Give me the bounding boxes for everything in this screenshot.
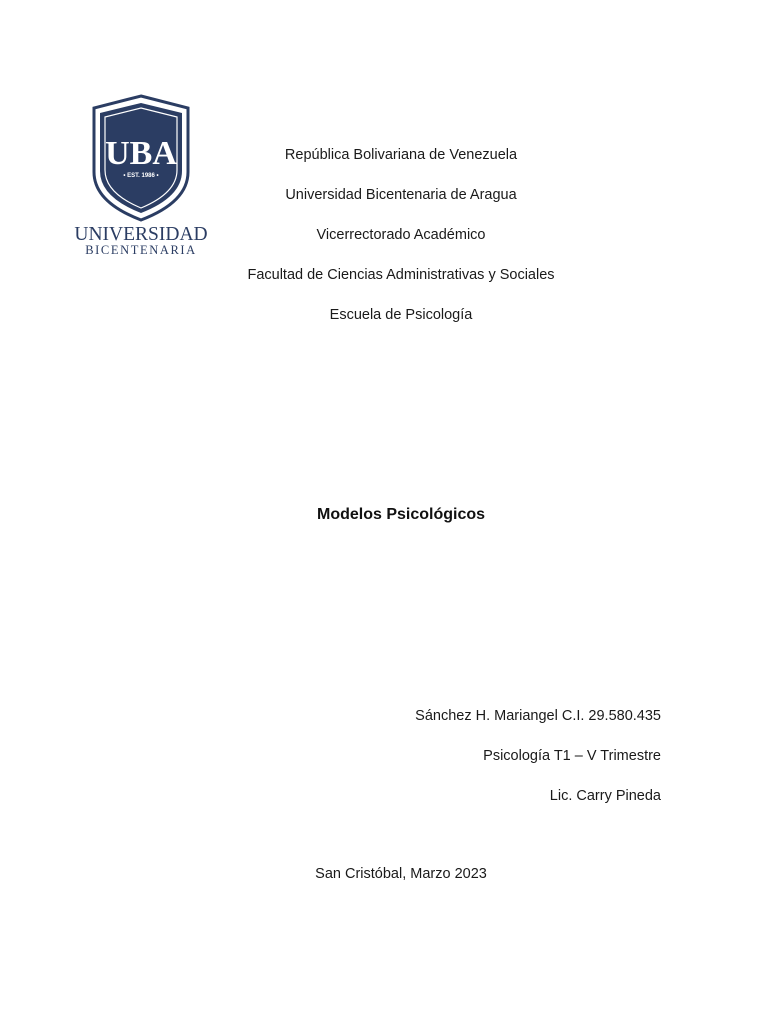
university-logo — [70, 94, 212, 258]
author-name: Sánchez H. Mariangel C.I. 29.580.435 — [415, 708, 661, 724]
place-date: San Cristóbal, Marzo 2023 — [315, 866, 487, 882]
author-course: Psicología T1 – V Trimestre — [483, 748, 661, 764]
header-faculty: Facultad de Ciencias Administrativas y Sociales — [247, 267, 555, 283]
header-school: Escuela de Psicología — [329, 307, 473, 323]
author-professor: Lic. Carry Pineda — [549, 788, 661, 804]
shield-logo-icon — [70, 94, 212, 258]
header-country: República Bolivariana de Venezuela — [284, 147, 518, 163]
header-university: Universidad Bicentenaria de Aragua — [285, 187, 517, 203]
logo-established: • EST. 1986 • — [123, 173, 159, 179]
header-vicerrectorado: Vicerrectorado Académico — [316, 227, 486, 243]
logo-name-line1: UNIVERSIDAD — [74, 224, 208, 245]
logo-name-line2: BICENTENARIA — [85, 243, 197, 257]
logo-monogram: UBA — [105, 135, 177, 172]
document-title: Modelos Psicológicos — [316, 506, 486, 523]
